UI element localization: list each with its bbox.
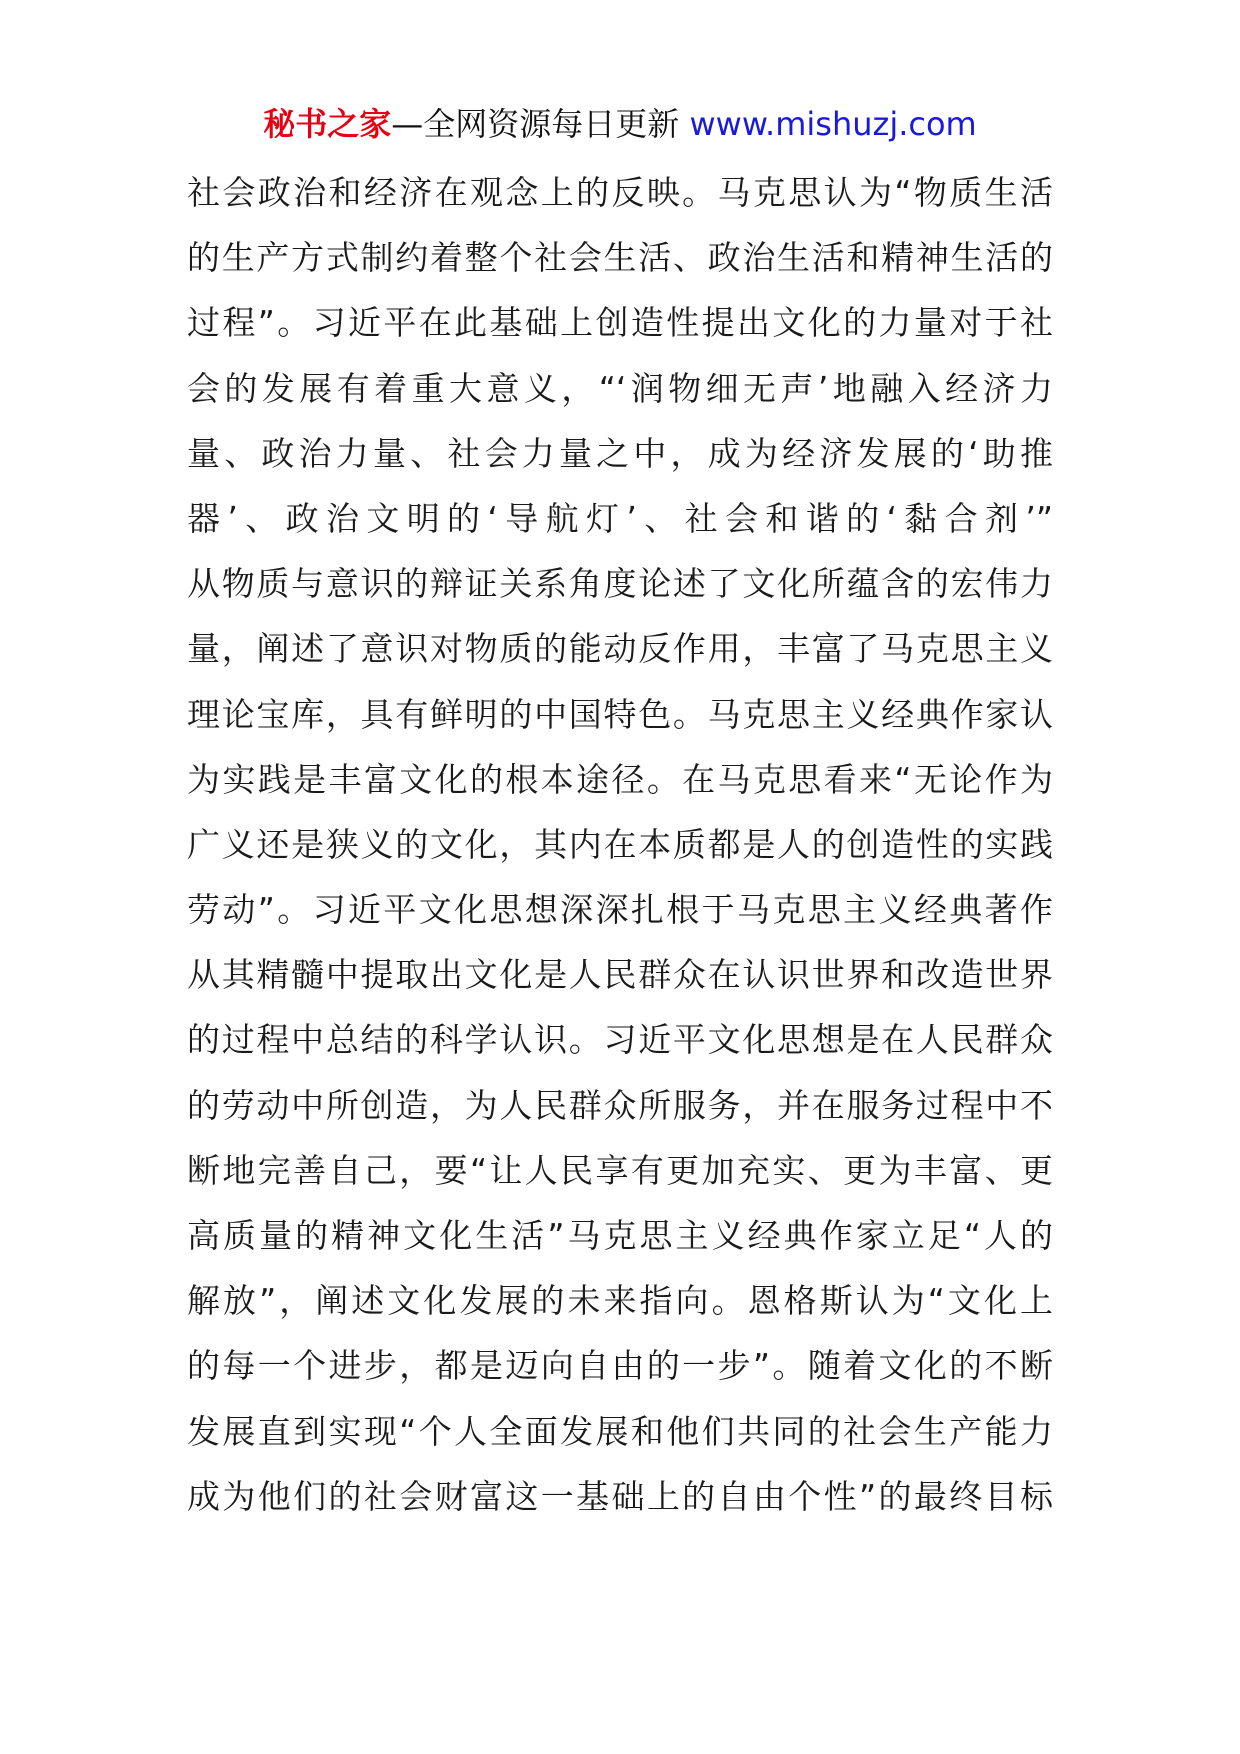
text-line: 劳动”。习近平文化思想深深扎根于马克思主义经典著作	[187, 890, 1053, 930]
text-line: 的过程中总结的科学认识。习近平文化思想是在人民群众	[187, 1020, 1053, 1060]
text-line: 量、政治力量、社会力量之中，成为经济发展的‘助推	[187, 433, 1053, 473]
text-line: 的每一个进步，都是迈向自由的一步”。随着文化的不断	[187, 1346, 1053, 1386]
text-line: 的生产方式制约着整个社会生活、政治生活和精神生活的	[187, 238, 1053, 278]
text-line: 理论宝库，具有鲜明的中国特色。马克思主义经典作家认	[187, 694, 1053, 734]
text-line: 为实践是丰富文化的根本途径。在马克思看来“无论作为	[187, 759, 1053, 799]
text-line: 社会政治和经济在观念上的反映。马克思认为“物质生活	[187, 173, 1053, 212]
text-line: 发展直到实现“个人全面发展和他们共同的社会生产能力	[187, 1411, 1053, 1451]
site-url-link[interactable]: www.mishuzj.com	[689, 105, 977, 143]
text-line: 断地完善自己，要“让人民享有更加充实、更为丰富、更	[187, 1150, 1053, 1190]
page-header	[0, 102, 1240, 146]
text-line: 的劳动中所创造，为人民群众所服务，并在服务过程中不	[187, 1085, 1053, 1125]
text-line: 会的发展有着重大意义，“‘润物细无声’地融入经济力	[187, 368, 1053, 408]
text-line: 高质量的精神文化生活”马克思主义经典作家立足“人的	[187, 1216, 1053, 1255]
text-line: 从其精髓中提取出文化是人民群众在认识世界和改造世界	[187, 955, 1053, 995]
text-line: 量，阐述了意识对物质的能动反作用，丰富了马克思主义	[187, 629, 1053, 669]
brand-name: 秘书之家	[263, 105, 392, 143]
text-line: 过程”。习近平在此基础上创造性提出文化的力量对于社	[187, 303, 1053, 343]
header-tagline: —全网资源每日更新	[391, 105, 680, 143]
text-line: 从物质与意识的辩证关系角度论述了文化所蕴含的宏伟力	[187, 564, 1053, 604]
body-text	[187, 160, 1053, 1529]
text-line: 广义还是狭义的文化，其内在本质都是人的创造性的实践	[187, 824, 1053, 864]
text-line: 解放”，阐述文化发展的未来指向。恩格斯认为“文化上	[187, 1281, 1053, 1321]
text-line: 成为他们的社会财富这一基础上的自由个性”的最终目标	[187, 1476, 1053, 1516]
text-line: 器’、政治文明的‘导航灯’、社会和谐的‘黏合剂’”	[187, 498, 1053, 538]
